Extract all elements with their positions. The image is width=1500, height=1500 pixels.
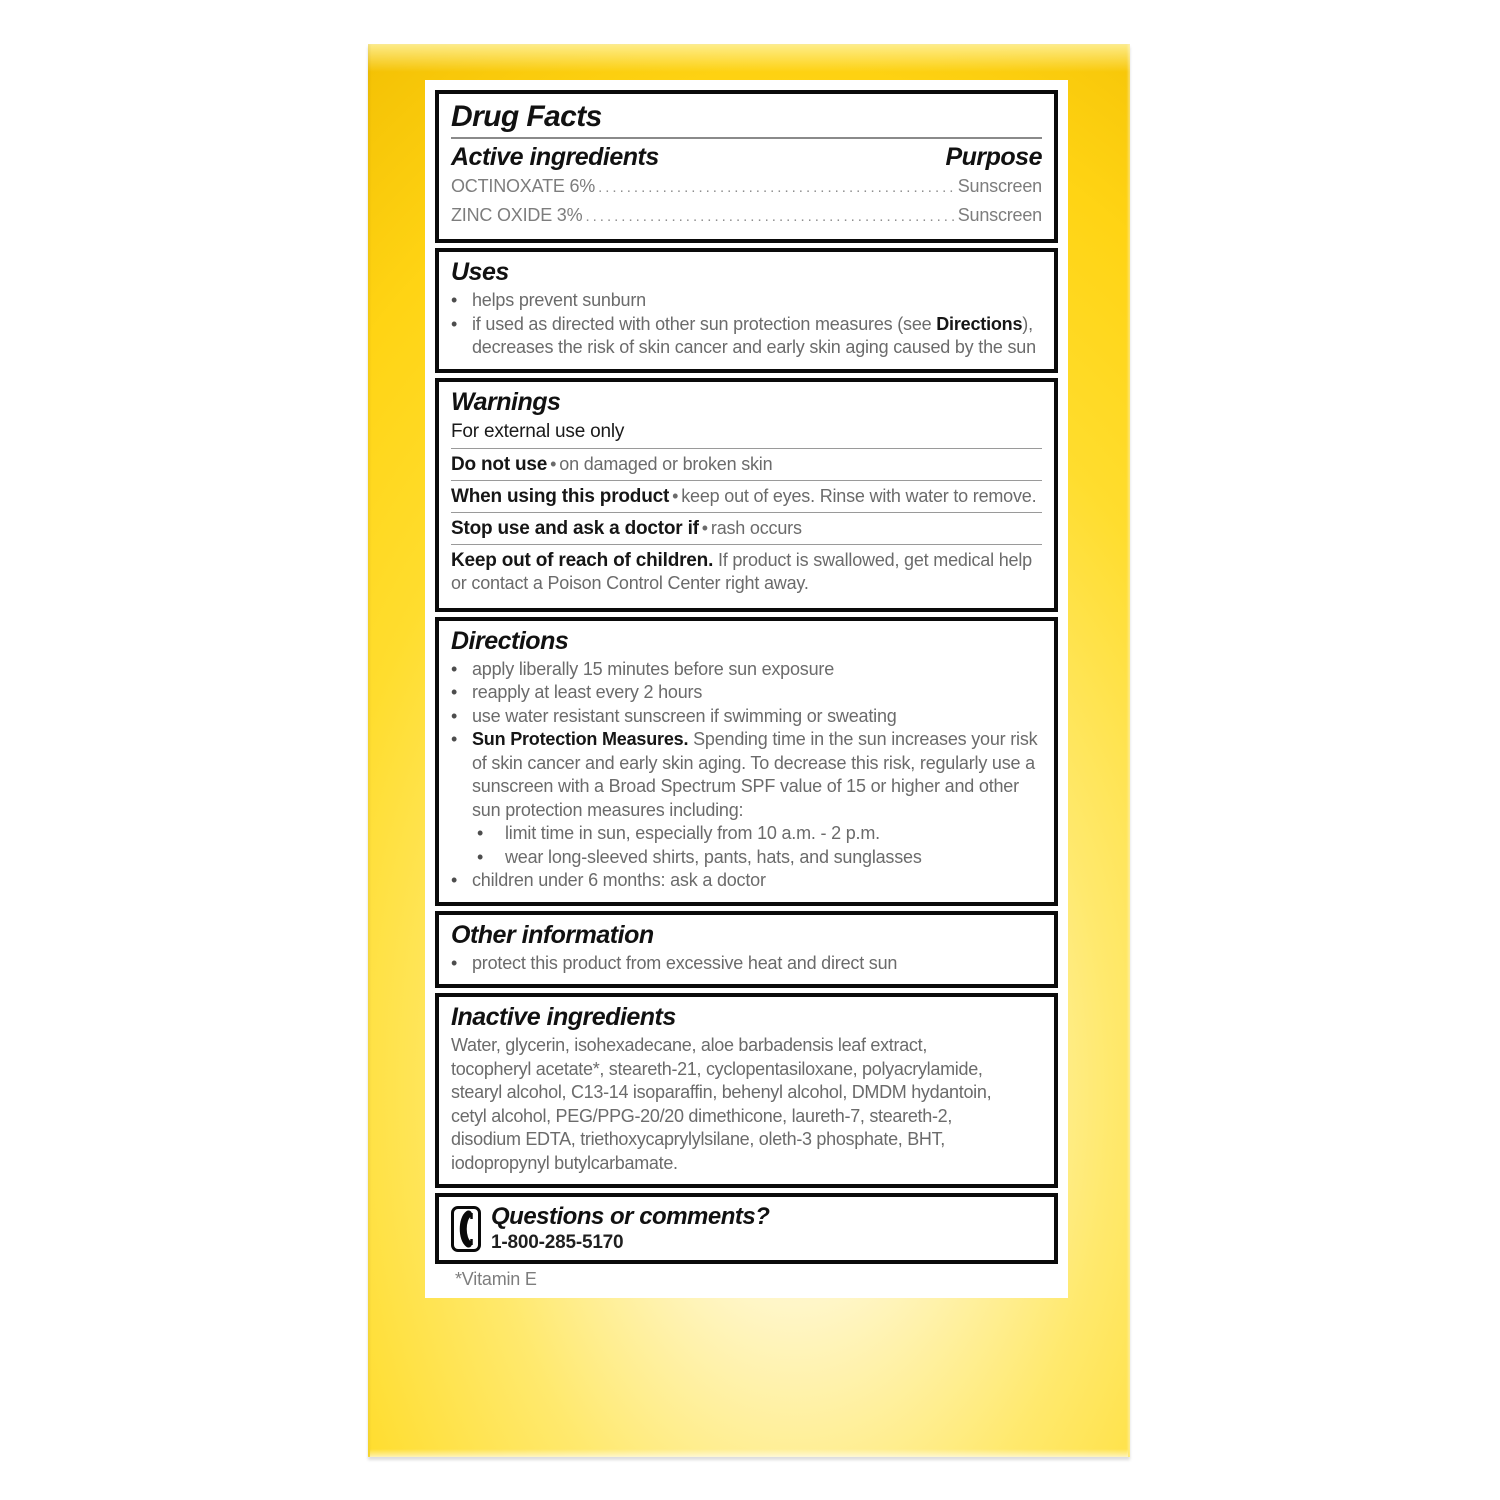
bullet: •: [451, 952, 458, 973]
divider: [451, 137, 1042, 139]
list-item: [451, 289, 1042, 313]
drug-facts-label: [425, 80, 1068, 1298]
drug-facts-title: Drug Facts: [451, 100, 602, 133]
bullet: •: [672, 485, 679, 506]
warning-text: on damaged or broken skin: [559, 453, 773, 474]
bullet: •: [451, 290, 458, 310]
list-item: [451, 728, 1042, 822]
inactive-ingredients-line: iodopropynyl butylcarbamate.: [451, 1152, 678, 1173]
inactive-ingredients-heading: Inactive ingredients: [451, 1003, 676, 1031]
dot-leader: [585, 202, 954, 231]
warning-lead: Keep out of reach of children.: [451, 549, 714, 571]
active-ingredient-row: [451, 202, 1042, 231]
directions-bullet: use water resistant sunscreen if swimming or sweating: [472, 705, 897, 726]
active-ingredient-row: [451, 173, 1042, 202]
warning-text: rash occurs: [710, 517, 802, 538]
questions-heading: Questions or comments?: [491, 1203, 770, 1230]
uses-bullet-2-pre: if used as directed with other sun protection measures (see: [472, 313, 937, 334]
bullet: •: [451, 658, 458, 679]
inactive-ingredients-line: cetyl alcohol, PEG/PPG-20/20 dimethicone, laureth-7, steareth-2,: [451, 1105, 953, 1126]
warning-lead: Stop use and ask a doctor if: [451, 517, 699, 539]
sub-list-item: [451, 822, 1042, 846]
directions-heading: Directions: [451, 626, 569, 655]
directions-bullet: reapply at least every 2 hours: [472, 682, 703, 702]
bullet: •: [451, 870, 458, 890]
ingredient-purpose: Sunscreen: [957, 204, 1042, 225]
purpose-heading: Purpose: [945, 143, 1042, 171]
directions-sub-bullet: limit time in sun, especially from 10 a.m. - 2 p.m.: [505, 823, 880, 843]
directions-sub-bullet: wear long-sleeved shirts, pants, hats, and sunglasses: [505, 846, 922, 867]
warning-keep-row: [451, 544, 1042, 599]
external-use-statement: For external use only: [451, 420, 625, 442]
inactive-ingredients-line: tocopheryl acetate*, steareth-21, cyclopentasiloxane, polyacrylamide,: [451, 1058, 983, 1079]
section-active-ingredients: [435, 90, 1058, 243]
other-information-bullet: protect this product from excessive heat and direct sun: [472, 952, 898, 973]
spm-text: Spending time in the sun increases your risk of skin cancer and early skin aging. To decrease this risk, regularly use a sunscreen with a Broad Spectrum SPF value of 15 or higher and other sun protection measures including:: [472, 729, 1038, 820]
section-warnings: [435, 378, 1058, 612]
warning-text: keep out of eyes. Rinse with water to remove.: [681, 485, 1037, 506]
bullet: •: [477, 823, 484, 843]
list-item: [451, 681, 1042, 705]
warning-row: [451, 512, 1042, 544]
warnings-heading: Warnings: [451, 387, 561, 416]
sub-list-item: [451, 846, 1042, 870]
ingredient-purpose: Sunscreen: [957, 176, 1042, 196]
list-item: [451, 705, 1042, 729]
directions-bullet: children under 6 months: ask a doctor: [472, 870, 766, 890]
questions-phone-number: 1-800-285-5170: [491, 1232, 624, 1253]
bullet: •: [451, 682, 458, 702]
warning-row: [451, 448, 1042, 480]
section-other-information: [435, 911, 1058, 989]
active-ingredients-heading: Active ingredients: [451, 143, 659, 171]
list-item: [451, 869, 1042, 893]
phone-icon: [451, 1206, 481, 1252]
warning-text: If product is swallowed, get medical help or contact a Poison Control Center right away.: [451, 549, 1032, 593]
product-box-back: [368, 44, 1130, 1457]
other-information-heading: Other information: [451, 920, 654, 949]
warning-lead: When using this product: [451, 485, 670, 507]
bullet: •: [477, 846, 484, 867]
uses-bullet-1: helps prevent sunburn: [472, 290, 646, 310]
ingredient-name: ZINC OXIDE 3%: [451, 204, 583, 225]
section-directions: [435, 617, 1058, 906]
bullet: •: [451, 313, 458, 334]
questions-text-block: [491, 1203, 769, 1254]
section-questions: [435, 1193, 1058, 1264]
spm-lead: Sun Protection Measures.: [472, 729, 689, 749]
list-item: [451, 658, 1042, 682]
bullet: •: [451, 705, 458, 726]
uses-bullet-2-bold: Directions: [936, 313, 1023, 334]
ingredient-name: OCTINOXATE 6%: [451, 176, 596, 196]
uses-bullet-2: [472, 313, 1042, 360]
list-item: [451, 952, 1042, 976]
inactive-ingredients-line: disodium EDTA, triethoxycaprylylsilane, oleth-3 phosphate, BHT,: [451, 1129, 946, 1149]
warning-lead: Do not use: [451, 453, 548, 475]
directions-bullet: apply liberally 15 minutes before sun exposure: [472, 658, 835, 679]
active-ingredients-header: [451, 142, 1042, 173]
section-uses: [435, 248, 1058, 373]
bullet: •: [701, 517, 708, 538]
vitamin-e-footnote: *Vitamin E: [455, 1269, 537, 1289]
bullet: •: [451, 729, 458, 749]
warning-row: [451, 480, 1042, 512]
uses-heading: Uses: [451, 258, 509, 286]
list-item: [451, 313, 1042, 360]
section-inactive-ingredients: [435, 993, 1058, 1188]
dot-leader: [598, 173, 955, 202]
bullet: •: [550, 453, 557, 474]
inactive-ingredients-line: Water, glycerin, isohexadecane, aloe barbadensis leaf extract,: [451, 1035, 928, 1055]
inactive-ingredients-line: stearyl alcohol, C13-14 isoparaffin, behenyl alcohol, DMDM hydantoin,: [451, 1082, 992, 1102]
sun-protection-measures: [472, 728, 1042, 822]
uses-bullet-2-post: ), decreases the risk of skin cancer and early skin aging caused by the sun: [472, 313, 1036, 357]
